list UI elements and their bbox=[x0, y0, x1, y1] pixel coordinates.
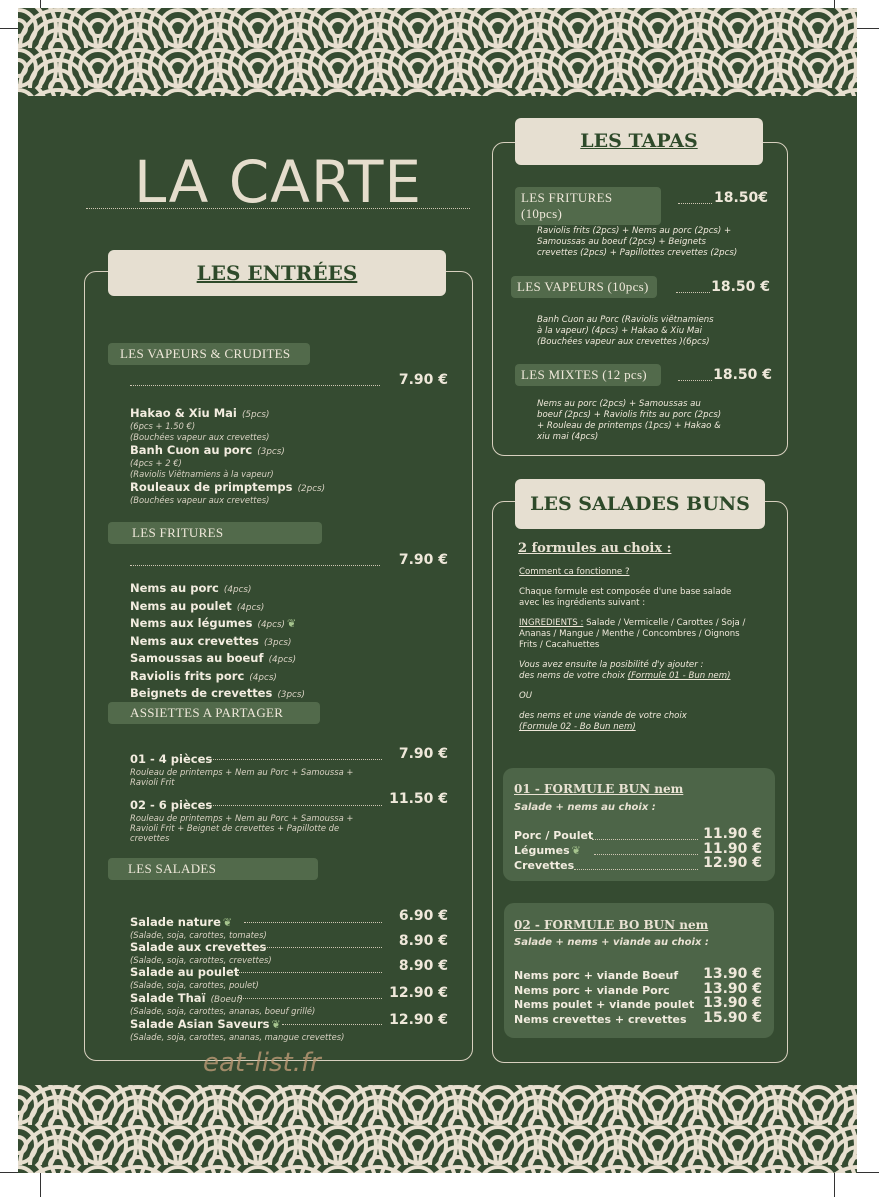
price-f2-1: 13.90 € bbox=[703, 966, 762, 982]
section-assiettes: ASSIETTES A PARTAGER bbox=[108, 702, 320, 724]
assiette-01: 01 - 4 pièces Rouleau de printemps + Nem au Porc + Samoussa + Ravioli Frit bbox=[130, 752, 354, 787]
section-vapeurs-crudites: LES VAPEURS & CRUDITES bbox=[108, 343, 310, 365]
dots-salade-5 bbox=[282, 1024, 382, 1025]
price-f2-2: 13.90 € bbox=[703, 981, 762, 997]
price-tapas-vapeurs: 18.50 € bbox=[711, 279, 770, 295]
section-fritures: LES FRITURES bbox=[108, 522, 322, 544]
price-f1-1: 11.90 € bbox=[703, 826, 762, 842]
price-salade-4: 12.90 € bbox=[389, 985, 448, 1001]
leaf-icon: ❦ bbox=[222, 916, 233, 929]
vapeurs-list: Hakao & Xiu Mai (5pcs) (6pcs + 1.50 €) (Bouchées vapeur aux crevettes) Banh Cuon au porc (3pcs) (4pcs + 2 €) (Raviolis Viêtnamiens à la vapeur) Rouleaux de primptemps (2pcs) (Bouchées vapeur aux crevettes) bbox=[130, 406, 326, 505]
tapas-fritures-label: LES FRITURES (10pcs) bbox=[515, 187, 661, 225]
dots-assiette-02 bbox=[210, 805, 382, 806]
tapas-mixtes-desc: Nems au porc (2pcs) + Samoussas au boeuf (2pcs) + Raviolis frits au porc (2pcs) + Rouleau de printemps (1pcs) + Hakao & xiu mai (4pcs) bbox=[537, 399, 722, 442]
title-divider bbox=[86, 208, 470, 209]
assiette-02: 02 - 6 pièces Rouleau de printemps + Nem au Porc + Samoussa + Ravioli Frit + Beignet de crevettes + Papillotte de crevettes bbox=[130, 798, 354, 843]
dots-f1-1 bbox=[592, 839, 698, 840]
leaf-icon: ❦ bbox=[286, 617, 297, 630]
dots-salade-3 bbox=[236, 972, 382, 973]
price-salade-3: 8.90 € bbox=[398, 958, 448, 974]
salade-row-1: Salade nature ❦ (Salade, soja, carottes, tomates) bbox=[130, 915, 267, 940]
dots-f1-3 bbox=[574, 869, 698, 870]
formule-01-item-1: Porc / Poulet bbox=[514, 829, 594, 842]
menu-page bbox=[18, 8, 857, 1173]
price-tapas-fritures: 18.50€ bbox=[713, 190, 768, 206]
entrees-heading: LES ENTRÉES bbox=[108, 250, 446, 296]
page-title: LA CARTE bbox=[133, 148, 423, 216]
price-tapas-mixtes: 18.50 € bbox=[713, 367, 772, 383]
formule-01-sub: Salade + nems au choix : bbox=[514, 802, 656, 813]
salade-row-4: Salade Thaï (Boeuf) (Salade, soja, carottes, ananas, boeuf grillé) bbox=[130, 991, 316, 1016]
salade-row-5: Salade Asian Saveurs ❦ (Salade, soja, carottes, ananas, mangue crevettes) bbox=[130, 1017, 345, 1042]
salade-row-3: Salade au poulet (Salade, soja, carottes, poulet) bbox=[130, 965, 259, 990]
price-salade-5: 12.90 € bbox=[389, 1012, 448, 1028]
top-wave-pattern bbox=[18, 8, 857, 96]
tapas-fritures-desc: Raviolis frits (2pcs) + Nems au porc (2pcs) + Samoussas au boeuf (2pcs) + Beignets crevettes (2pcs) + Papillottes crevettes (2pcs) bbox=[537, 226, 738, 258]
buns-subtitle: 2 formules au choix : bbox=[518, 541, 672, 556]
dots-assiette-01 bbox=[210, 759, 382, 760]
dots-f1-2 bbox=[594, 854, 698, 855]
dots-salade-2 bbox=[258, 947, 382, 948]
formule-01-item-2: Légumes ❦ bbox=[514, 844, 581, 857]
price-assiette-02: 11.50 € bbox=[389, 791, 448, 807]
formule-02-item-1: Nems porc + viande Boeuf bbox=[514, 969, 679, 982]
tapas-heading: LES TAPAS bbox=[515, 118, 763, 165]
salade-row-2: Salade aux crevettes (Salade, soja, carottes, crevettes) bbox=[130, 940, 272, 965]
price-f2-4: 15.90 € bbox=[703, 1010, 762, 1026]
leaf-icon: ❦ bbox=[271, 1018, 281, 1031]
buns-explanation: Comment ca fonctionne ? Chaque formule est composée d'une base salade avec les ingrédients suivant : INGREDIENTS : Salade / Vermicelle / Carottes / Soja / Ananas / Mangue / Menthe / Concombres / Oignons Frits / Cacahuettes Vous avez ensuite la posibilité d'y ajouter : des nems de votre choix (Formule 01 - Bun nem) OU des nems et une viande de votre choix (Formule 02 - Bo Bun nem) bbox=[519, 567, 746, 732]
dots-vapeurs bbox=[130, 385, 380, 386]
price-f1-2: 11.90 € bbox=[703, 841, 762, 857]
tapas-vapeurs-label: LES VAPEURS (10pcs) bbox=[511, 276, 657, 298]
price-vapeurs: 7.90 € bbox=[398, 372, 448, 388]
dots-fritures bbox=[130, 565, 380, 566]
fritures-list: Nems au porc (4pcs) Nems au poulet (4pcs) Nems aux légumes (4pcs) ❦ Nems aux crevettes (3pcs) Samoussas au boeuf (4pcs) Raviolis frits porc (4pcs) Beignets de crevettes (3pcs) bbox=[130, 581, 305, 700]
bottom-wave-pattern bbox=[18, 1085, 857, 1173]
formule-01-title: 01 - FORMULE BUN nem bbox=[514, 782, 684, 796]
price-salade-2: 8.90 € bbox=[398, 933, 448, 949]
buns-heading: LES SALADES BUNS bbox=[515, 479, 765, 529]
formule-02-item-2: Nems porc + viande Porc bbox=[514, 984, 670, 997]
price-f2-3: 13.90 € bbox=[703, 995, 762, 1011]
formule-02-item-3: Nems poulet + viande poulet bbox=[514, 998, 695, 1011]
price-fritures: 7.90 € bbox=[398, 552, 448, 568]
price-salade-1: 6.90 € bbox=[398, 908, 448, 924]
dots-salade-4 bbox=[240, 998, 382, 999]
formule-02-title: 02 - FORMULE BO BUN nem bbox=[514, 918, 709, 932]
formule-02-sub: Salade + nems + viande au choix : bbox=[514, 937, 709, 948]
dots-salade-1 bbox=[244, 922, 382, 923]
section-salades: LES SALADES bbox=[108, 858, 318, 880]
leaf-icon: ❦ bbox=[571, 844, 581, 857]
price-assiette-01: 7.90 € bbox=[398, 746, 448, 762]
formule-01-item-3: Crevettes bbox=[514, 859, 575, 872]
watermark: eat-list.fr bbox=[203, 1048, 321, 1078]
tapas-vapeurs-desc: Banh Cuon au Porc (Raviolis viêtnamiens à la vapeur) (4pcs) + Hakao & Xiu Mai (Bouchées vapeur aux crevettes )(6pcs) bbox=[537, 315, 714, 347]
formule-02-item-4: Nems crevettes + crevettes bbox=[514, 1013, 687, 1026]
price-f1-3: 12.90 € bbox=[703, 855, 762, 871]
tapas-mixtes-label: LES MIXTES (12 pcs) bbox=[515, 364, 661, 386]
